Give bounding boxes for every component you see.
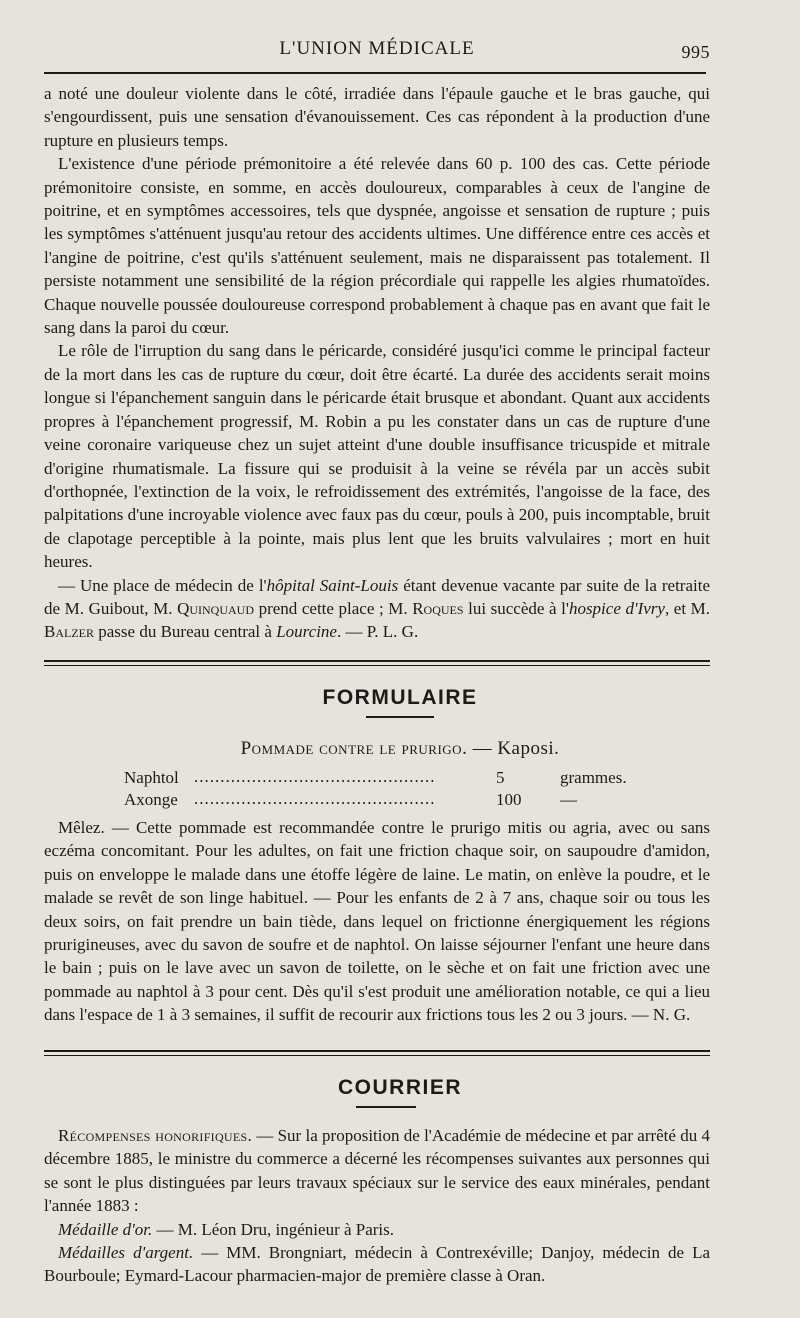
recipe-title: Pommade contre le prurigo. — Kaposi. [240,738,560,759]
article-continuation [44,82,710,644]
ingredient-row: Naphtol .............................................. 5 grammes. [124,767,627,787]
section-divider [44,660,710,666]
article-paragraph-4: — Une place de médecin de l'hôpital Saint-Louis étant devenue vacante par suite de la retraite de M. Guibout, M. Quinquaud prend cette place ; M. Roques lui succède à l'hospice d'Ivry, et M. Balzer passe du Bureau central à Lourcine. — P. L. G. [44,575,710,642]
courrier-paragraph-3: Médailles d'argent. — MM. Brongniart, médecin à Contrexéville; Danjoy, médecin de La Bourboule; Eymard-Lacour pharmacien-major de première classe à Oran. [44,1243,711,1286]
page-number: 995 [681,42,710,62]
running-title: L'UNION MÉDICALE [279,38,475,59]
header-rule [44,72,706,74]
courrier-title: COURRIER [337,1076,462,1099]
formulaire-body [44,816,710,1027]
article-paragraph-3: Le rôle de l'irruption du sang dans le péricarde, considéré jusqu'ici comme le principal facteur de la mort dans les cas de rupture du cœur, doit être écarté. La durée des accidents serait moins longue si l'épanchement sanguin dans le péricarde était brusque et abondant. Quant aux accidents propres à l'épanchement progressif, M. Robin a pu les constater dans un cas de rupture d'une veine coronaire variqueuse chez un sujet atteint d'une double insuffisance tricuspide et mitrale d'origine rhumatismale. La fissure qui se produisit à la veine se révéla par un accès subit d'orthopnée, l'extinction de la voix, le refroidissement des extrémités, l'angoisse de la face, des palpitations d'une incroyable violence avec faux pas du cœur, pouls à 200, puis incomptable, bruit de clapotage perceptible à la pointe, mais plus lent que les bruits valvulaires ; mort en huit heures. [44,341,710,572]
formulaire-title: FORMULAIRE [322,686,478,709]
courrier-paragraph-2: Médaille d'or. — M. Léon Dru, ingénieur à Paris. [58,1219,395,1239]
ingredient-row: Axonge .............................................. 100 — [124,789,577,809]
article-paragraph-1: a noté une douleur violente dans le côté, irradiée dans l'épaule gauche et le bras gauche, qui s'engourdissent, puis une sensation d'évanouissement. Ces cas répondent à la production d'une rupture en plusieurs temps. [44,84,710,150]
page-header [44,34,710,74]
article-paragraph-2: L'existence d'une période prémonitoire a été relevée dans 60 p. 100 des cas. Cette période prémonitoire consiste, en somme, en accès douloureux, comparables à ceux de l'angine de poitrine, et en symptômes accessoires, tels que dyspnée, angoisse et sensation de rupture ; puis les symptômes s'atténuent jusqu'au retour des accidents ultimes. Une différence entre ces accès et l'angine de poitrine, c'est qu'ils s'atténuent seulement, mais ne disparaissent pas totalement. Il persiste notamment une sensibilité de la région précordiale qui rappelle les algies rhumatoïdes. Chaque nouvelle poussée douloureuse correspond probablement à chaque pas en avant que fait le sang dans la paroi du cœur. [44,154,710,338]
section-divider [44,1050,710,1056]
courrier-title-rule [356,1106,416,1108]
formulaire-instructions: Mêlez. — Cette pommade est recommandée contre le prurigo mitis ou agria, avec ou sans eczéma concomitant. Pour les adultes, on fait une friction chaque soir, on saupoudre d'amidon, puis on enveloppe le malade dans une étoffe légère de laine. Le matin, on enlève la poudre, et le malade se revêt de son linge habituel. — Pour les enfants de 2 à 7 ans, chaque soir ou tous les deux soirs, on fait prendre un bain tiède, dans lequel on frictionne énergiquement les régions prurigineuses, avec du savon de soufre et de naphtol. On laisse séjourner l'enfant une heure dans le bain ; puis on le lave avec un savon de toilette, on le sèche et on fait une friction avec une pommade au naphtol à 3 pour cent. Dès qu'il s'est produit une amélioration notable, ce qui a lieu dans l'espace de 1 à 3 semaines, il suffit de recourir aux frictions tous les 2 ou 3 jours. — N. G. [44,818,710,1025]
courrier-body [44,1124,710,1288]
courrier-paragraph-1: Récompenses honorifiques. — Sur la proposition de l'Académie de médecine et par arrêté du 4 décembre 1885, le ministre du commerce a décerné les récompenses suivantes aux personnes qui se sont le plus distinguées par leurs travaux spéciaux sur le service des eaux minérales, pendant l'année 1883 : [44,1126,710,1216]
formulaire-title-rule [366,716,434,718]
